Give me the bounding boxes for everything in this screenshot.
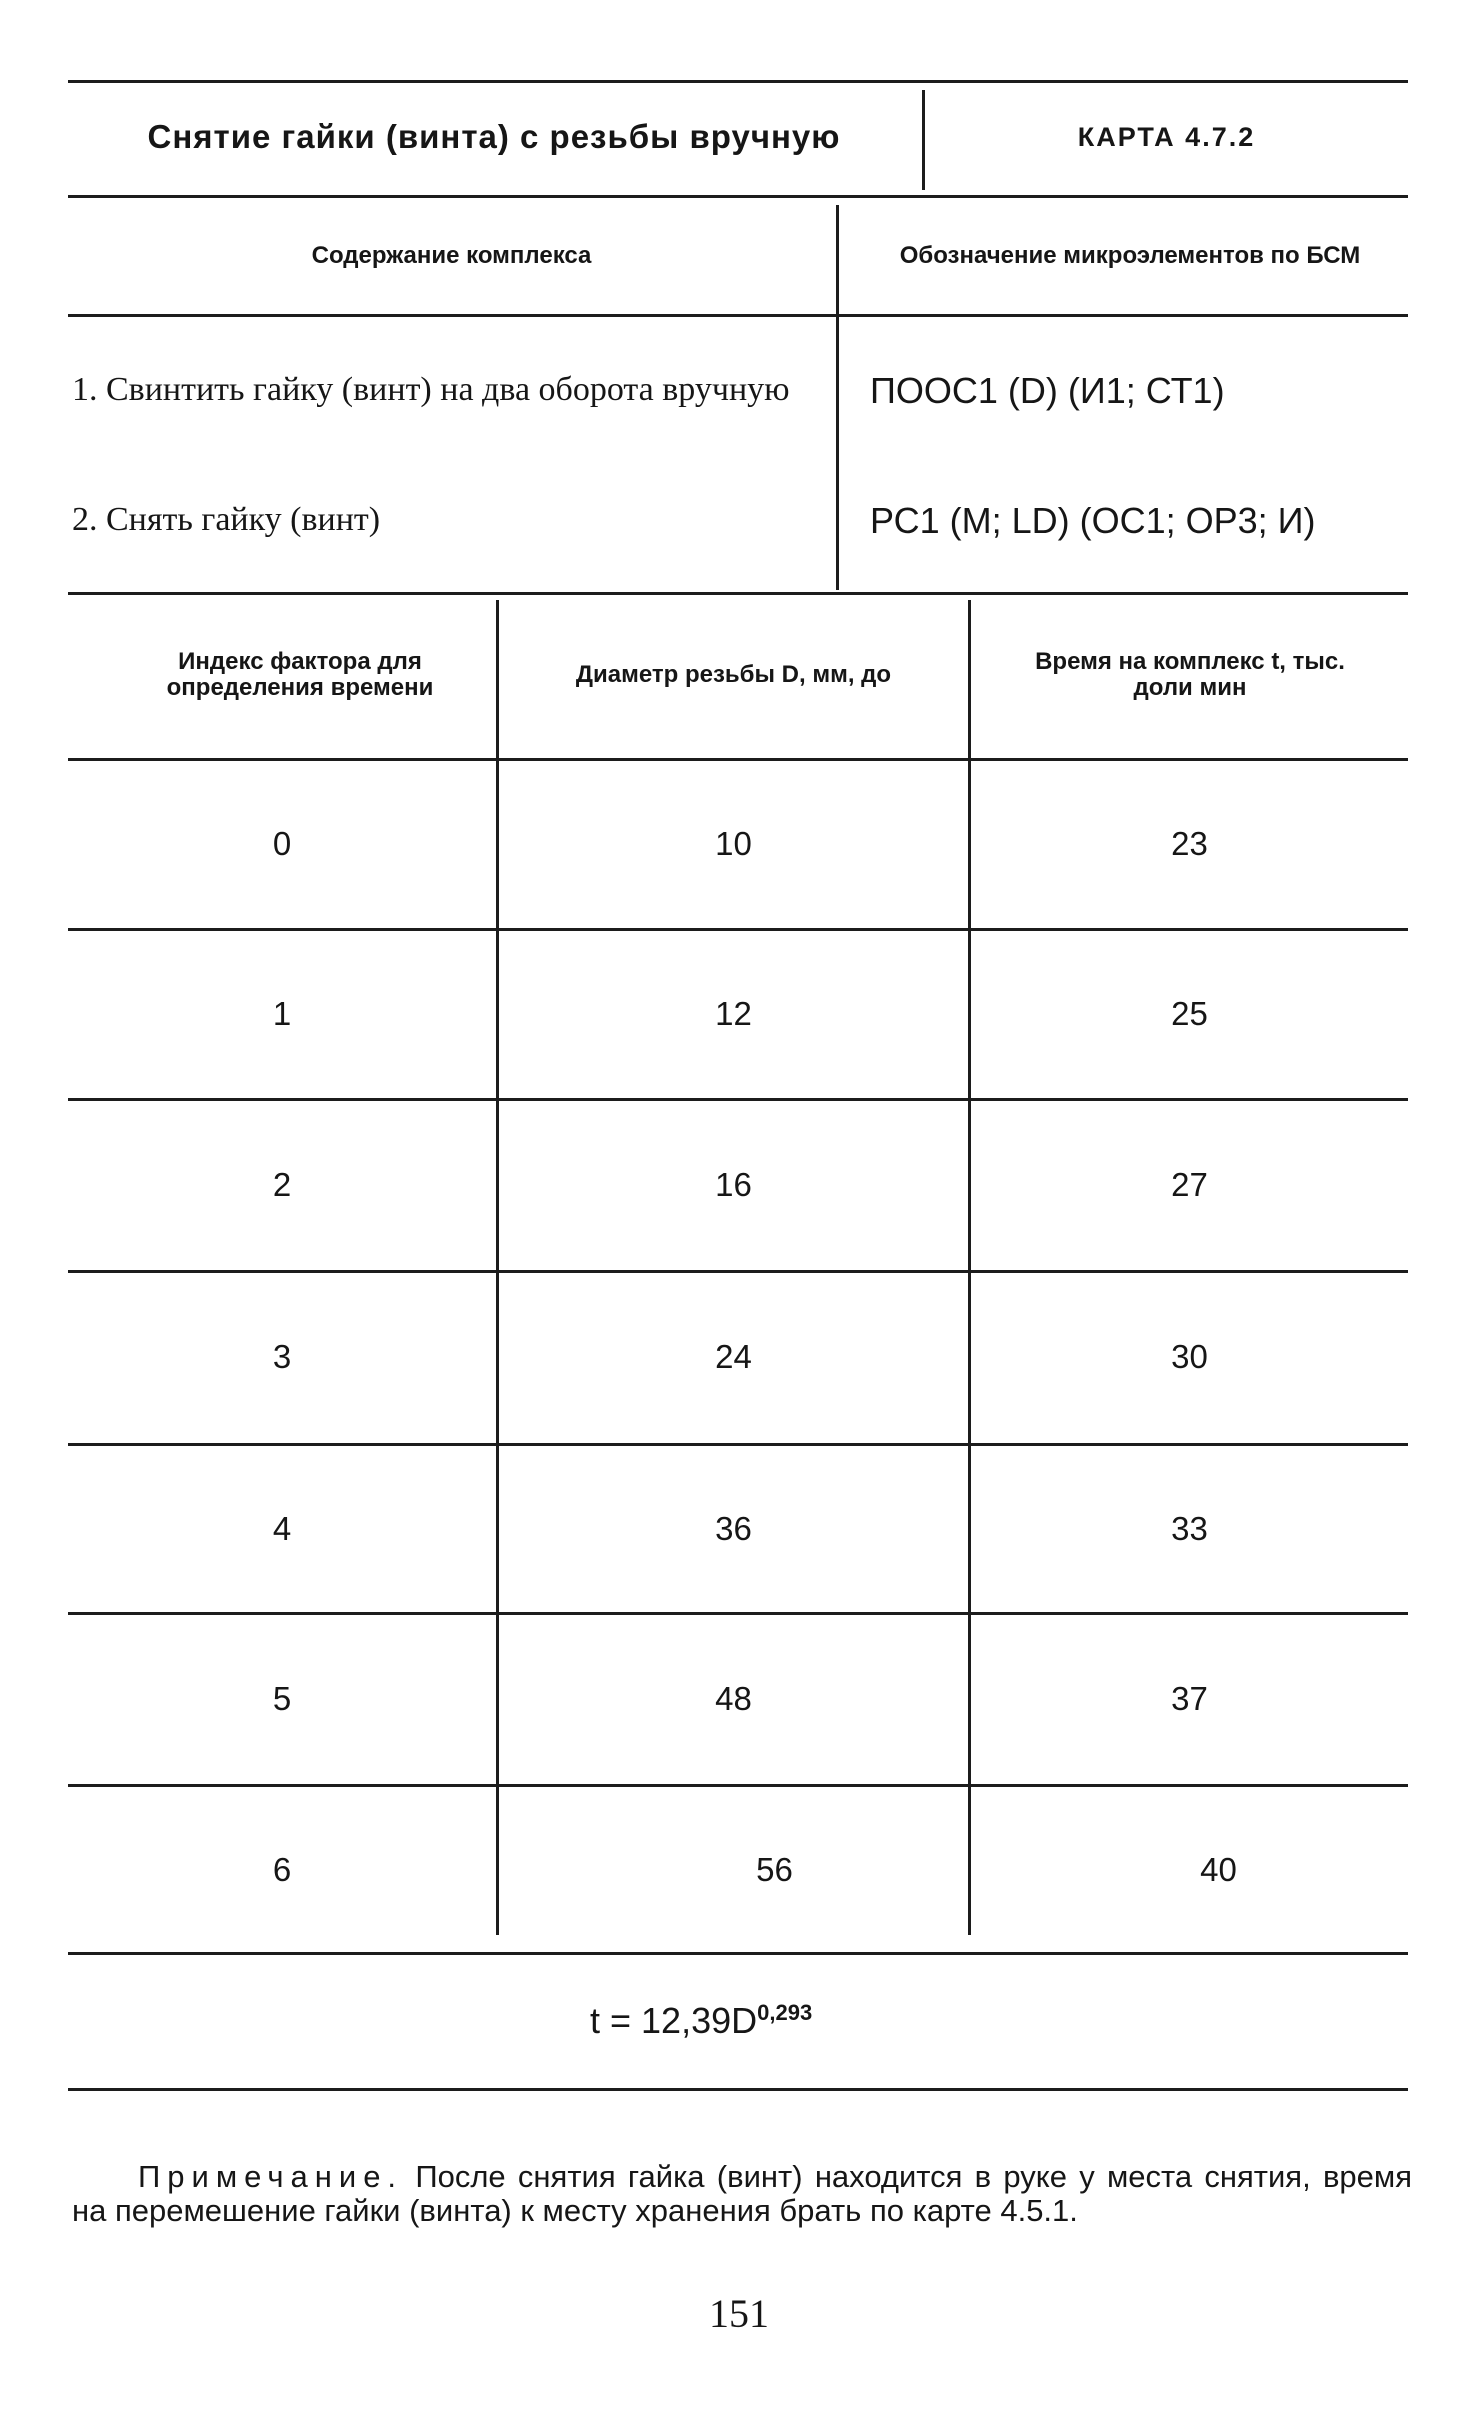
complex-divider bbox=[836, 205, 839, 590]
table-row-0-time: 23 bbox=[1171, 824, 1208, 862]
table-row-2-index: 2 bbox=[272, 1166, 292, 1203]
table-header-diameter: Диаметр резьбы D, мм, до bbox=[575, 661, 892, 688]
table-row-2-diameter: 16 bbox=[715, 1166, 752, 1203]
rule-complex-header bbox=[68, 314, 1408, 317]
rule-formula-bottom bbox=[68, 2088, 1408, 2091]
operation-1: 1. Свинтить гайку (винт) на два оборота вручную bbox=[72, 371, 790, 408]
table-row-6-time: 40 bbox=[1200, 1850, 1237, 1888]
table-row-1-index: 1 bbox=[272, 994, 292, 1032]
table-row-4-diameter: 36 bbox=[715, 1509, 752, 1547]
table-row-1-time: 25 bbox=[1171, 994, 1208, 1032]
note-text: После снятия гайка (винт) находится в руке у места снятия, время на перемешение гайки (винта) к месту хранения брать по карте 4.5.1. bbox=[72, 2159, 1412, 2228]
table-row-6-diameter: 56 bbox=[756, 1850, 793, 1888]
operation-2: 2. Снять гайку (винт) bbox=[72, 501, 381, 538]
table-header-index: Индекс фактора для определения времени bbox=[166, 648, 434, 701]
table-row-0-index: 0 bbox=[272, 824, 292, 862]
formula-exponent: 0,293 bbox=[757, 2000, 813, 2025]
operation-2-code: РС1 (М; LD) (ОС1; ОР3; И) bbox=[870, 500, 1316, 541]
page-number: 151 bbox=[709, 2291, 769, 2336]
note-label: Примечание. bbox=[138, 2159, 404, 2194]
table-row-6-index: 6 bbox=[272, 1850, 292, 1888]
table-row-5-diameter: 48 bbox=[715, 1680, 752, 1717]
table-row-4-time: 33 bbox=[1171, 1509, 1208, 1547]
rule-row-6 bbox=[68, 1952, 1408, 1955]
table-row-3-diameter: 24 bbox=[715, 1338, 752, 1375]
elements-header: Обозначение микроэлементов по БСМ bbox=[899, 241, 1361, 269]
formula bbox=[590, 2000, 812, 2042]
complex-content-header: Содержание комплекса bbox=[311, 241, 592, 269]
operation-1-code: ПООС1 (D) (И1; СТ1) bbox=[870, 370, 1225, 411]
table-row-4-index: 4 bbox=[272, 1509, 292, 1547]
table-header-time: Время на комплекс t, тыс. доли мин bbox=[1035, 648, 1345, 701]
table-row-2-time: 27 bbox=[1171, 1166, 1208, 1203]
table-row-0-diameter: 10 bbox=[715, 824, 752, 862]
table-row-3-index: 3 bbox=[272, 1338, 292, 1375]
card-title: Снятие гайки (винта) с резьбы вручную bbox=[147, 118, 841, 155]
note bbox=[72, 2160, 1412, 2228]
card-number: КАРТА 4.7.2 bbox=[1077, 121, 1256, 152]
table-row-5-time: 37 bbox=[1171, 1680, 1208, 1717]
table-row-3-time: 30 bbox=[1171, 1338, 1208, 1375]
table-row-5-index: 5 bbox=[272, 1680, 292, 1717]
table-row-1-diameter: 12 bbox=[715, 994, 752, 1032]
formula-base: t = 12,39D bbox=[590, 2000, 758, 2041]
